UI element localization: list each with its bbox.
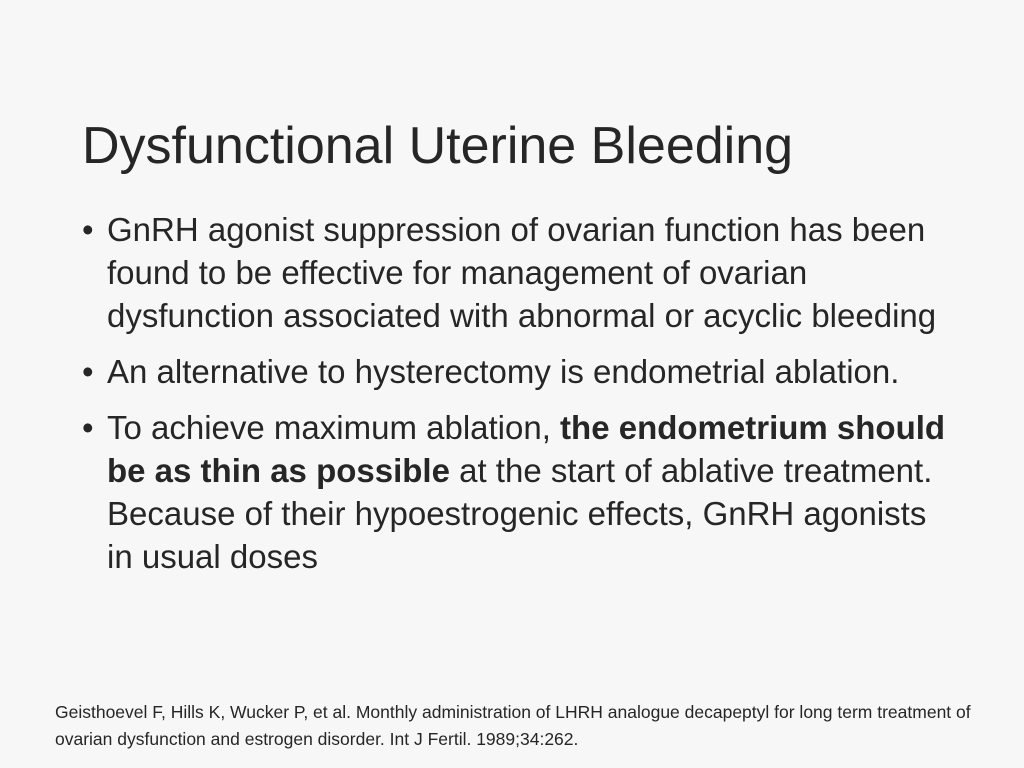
bullet-text-emphasis: the endometrium should be as thin as possible xyxy=(107,409,946,489)
bullet-marker-icon: • xyxy=(82,353,94,390)
bullet-text: GnRH agonist suppression of ovarian function has been found to be effective for management of ovarian dysfunction associated with abnormal or acyclic bleeding xyxy=(107,211,937,334)
bullet-marker-icon: • xyxy=(82,409,94,446)
bullet-marker-icon: • xyxy=(82,211,94,248)
bullet-text-end: at the start of ablative treatment. Because of their hypoestrogenic effects, GnRH agonists in usual doses xyxy=(107,452,933,575)
bullet-list xyxy=(80,208,960,591)
bullet-text-start: To achieve maximum ablation, xyxy=(107,409,561,446)
bullet-item xyxy=(80,406,960,578)
bullet-text: An alternative to hysterectomy is endometrial ablation. xyxy=(107,353,900,390)
citation-reference: Geisthoevel F, Hills K, Wucker P, et al. Monthly administration of LHRH analogue decapeptyl for long term treatment of ovarian dysfunction and estrogen disorder. Int J Fertil. 1989;34:262. xyxy=(55,702,971,749)
bullet-item xyxy=(80,350,960,393)
bullet-item xyxy=(80,208,960,337)
slide-title: Dysfunctional Uterine Bleeding xyxy=(82,116,794,175)
